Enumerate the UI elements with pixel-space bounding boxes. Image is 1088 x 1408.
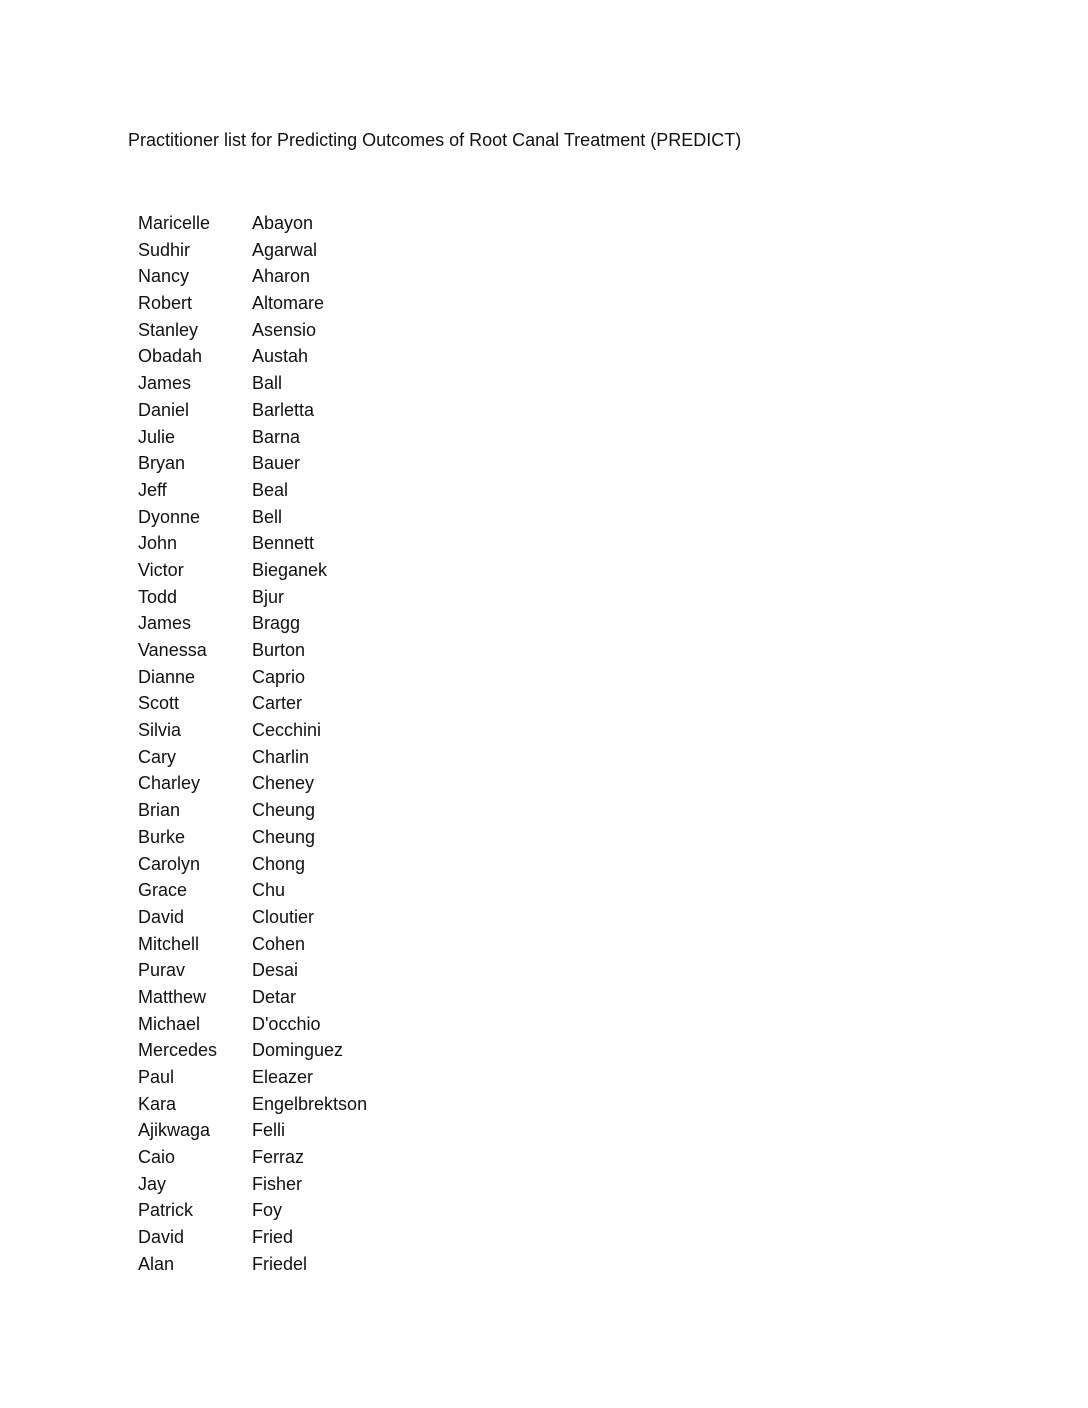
last-name: Cohen <box>252 933 306 954</box>
last-name: Engelbrektson <box>252 1093 368 1114</box>
last-name: Bjur <box>252 586 285 607</box>
first-name: James <box>138 373 192 394</box>
practitioner-row <box>138 557 452 584</box>
first-name: Silvia <box>138 720 182 741</box>
first-name: Nancy <box>138 266 190 287</box>
last-name: Austah <box>252 346 309 367</box>
last-name: Bauer <box>252 453 301 474</box>
first-name: Burke <box>138 826 186 847</box>
first-name: Caio <box>138 1147 176 1168</box>
practitioner-row <box>138 210 452 237</box>
last-name: Chu <box>252 880 286 901</box>
first-name: Purav <box>138 960 186 981</box>
practitioner-row <box>138 770 452 797</box>
first-name: Scott <box>138 693 180 714</box>
first-name: Stanley <box>138 319 199 340</box>
last-name: Altomare <box>252 293 325 314</box>
first-name: Sudhir <box>138 239 191 260</box>
practitioner-row <box>138 290 452 317</box>
last-name: Carter <box>252 693 303 714</box>
last-name: Cheung <box>252 826 316 847</box>
first-name: Dyonne <box>138 506 201 527</box>
practitioner-row <box>138 984 452 1011</box>
practitioner-row <box>138 610 452 637</box>
last-name: Agarwal <box>252 239 318 260</box>
practitioner-row <box>138 1091 452 1118</box>
first-name: Julie <box>138 426 176 447</box>
practitioner-row <box>138 744 452 771</box>
first-name: Jay <box>138 1173 167 1194</box>
practitioner-row <box>138 424 452 451</box>
practitioner-row <box>138 1064 452 1091</box>
last-name: Caprio <box>252 666 306 687</box>
first-name: Ajikwaga <box>138 1120 211 1141</box>
practitioner-row <box>138 1171 452 1198</box>
practitioner-row <box>138 530 452 557</box>
last-name: Bennett <box>252 533 315 554</box>
last-name: Detar <box>252 986 297 1007</box>
practitioner-row <box>138 450 452 477</box>
practitioner-row <box>138 343 452 370</box>
practitioner-row <box>138 1197 452 1224</box>
first-name: Bryan <box>138 453 186 474</box>
last-name: Felli <box>252 1120 286 1141</box>
last-name: Cheung <box>252 800 316 821</box>
first-name: Robert <box>138 293 193 314</box>
practitioner-row <box>138 797 452 824</box>
practitioner-row <box>138 1011 452 1038</box>
practitioner-row <box>138 690 452 717</box>
practitioner-row <box>138 263 452 290</box>
first-name: Paul <box>138 1067 175 1087</box>
last-name: Charlin <box>252 746 310 767</box>
last-name: Beal <box>252 479 289 500</box>
first-name: John <box>138 533 178 554</box>
practitioner-row <box>138 877 452 904</box>
practitioner-row <box>138 237 452 264</box>
practitioner-row <box>138 370 452 397</box>
last-name: Cheney <box>252 773 315 794</box>
first-name: David <box>138 906 185 927</box>
practitioner-row <box>138 1037 452 1064</box>
last-name: Barna <box>252 426 301 447</box>
first-name: James <box>138 613 192 634</box>
practitioner-row <box>138 824 452 851</box>
last-name: D'occhio <box>252 1013 321 1034</box>
last-name: Chong <box>252 853 306 874</box>
practitioner-row <box>138 504 452 531</box>
first-name: Vanessa <box>138 640 207 660</box>
practitioner-row <box>138 957 452 984</box>
practitioner-row <box>138 1224 452 1251</box>
practitioner-row <box>138 931 452 958</box>
first-name: Mercedes <box>138 1040 218 1061</box>
last-name: Burton <box>252 640 306 660</box>
practitioner-row <box>138 1251 452 1278</box>
first-name: Alan <box>138 1253 175 1274</box>
last-name: Abayon <box>252 213 314 233</box>
first-name: Maricelle <box>138 213 211 233</box>
first-name: Carolyn <box>138 853 201 874</box>
first-name: Jeff <box>138 479 167 500</box>
practitioner-row <box>138 717 452 744</box>
first-name: Daniel <box>138 399 190 420</box>
practitioner-row <box>138 904 452 931</box>
last-name: Friedel <box>252 1253 308 1274</box>
first-name: Patrick <box>138 1200 194 1221</box>
practitioner-row <box>138 317 452 344</box>
first-name: Brian <box>138 800 181 821</box>
first-name: Mitchell <box>138 933 200 954</box>
practitioner-row <box>138 477 452 504</box>
last-name: Dominguez <box>252 1040 344 1061</box>
last-name: Cecchini <box>252 720 322 741</box>
practitioner-list <box>138 210 452 1278</box>
practitioner-row <box>138 1117 452 1144</box>
practitioner-row <box>138 637 452 664</box>
first-name: Charley <box>138 773 201 794</box>
last-name: Desai <box>252 960 299 981</box>
last-name: Fisher <box>252 1173 303 1194</box>
first-name: Todd <box>138 586 178 607</box>
first-name: Grace <box>138 880 188 901</box>
last-name: Bell <box>252 506 283 527</box>
page-title: Practitioner list for Predicting Outcomes of Root Canal Treatment (PREDICT) <box>128 130 742 150</box>
last-name: Foy <box>252 1200 283 1221</box>
practitioner-row <box>138 1144 452 1171</box>
last-name: Ball <box>252 373 283 394</box>
first-name: Michael <box>138 1013 201 1034</box>
last-name: Asensio <box>252 319 317 340</box>
practitioner-row <box>138 584 452 611</box>
first-name: Dianne <box>138 666 196 687</box>
last-name: Bragg <box>252 613 301 634</box>
last-name: Cloutier <box>252 906 315 927</box>
first-name: Cary <box>138 746 177 767</box>
first-name: Obadah <box>138 346 203 367</box>
last-name: Bieganek <box>252 559 328 580</box>
first-name: David <box>138 1227 185 1248</box>
last-name: Barletta <box>252 399 315 420</box>
practitioner-row <box>138 664 452 691</box>
last-name: Eleazer <box>252 1067 314 1087</box>
first-name: Kara <box>138 1093 177 1114</box>
last-name: Aharon <box>252 266 311 287</box>
first-name: Victor <box>138 559 184 580</box>
practitioner-row <box>138 851 452 878</box>
first-name: Matthew <box>138 986 207 1007</box>
last-name: Ferraz <box>252 1147 305 1168</box>
practitioner-row <box>138 397 452 424</box>
last-name: Fried <box>252 1227 294 1248</box>
